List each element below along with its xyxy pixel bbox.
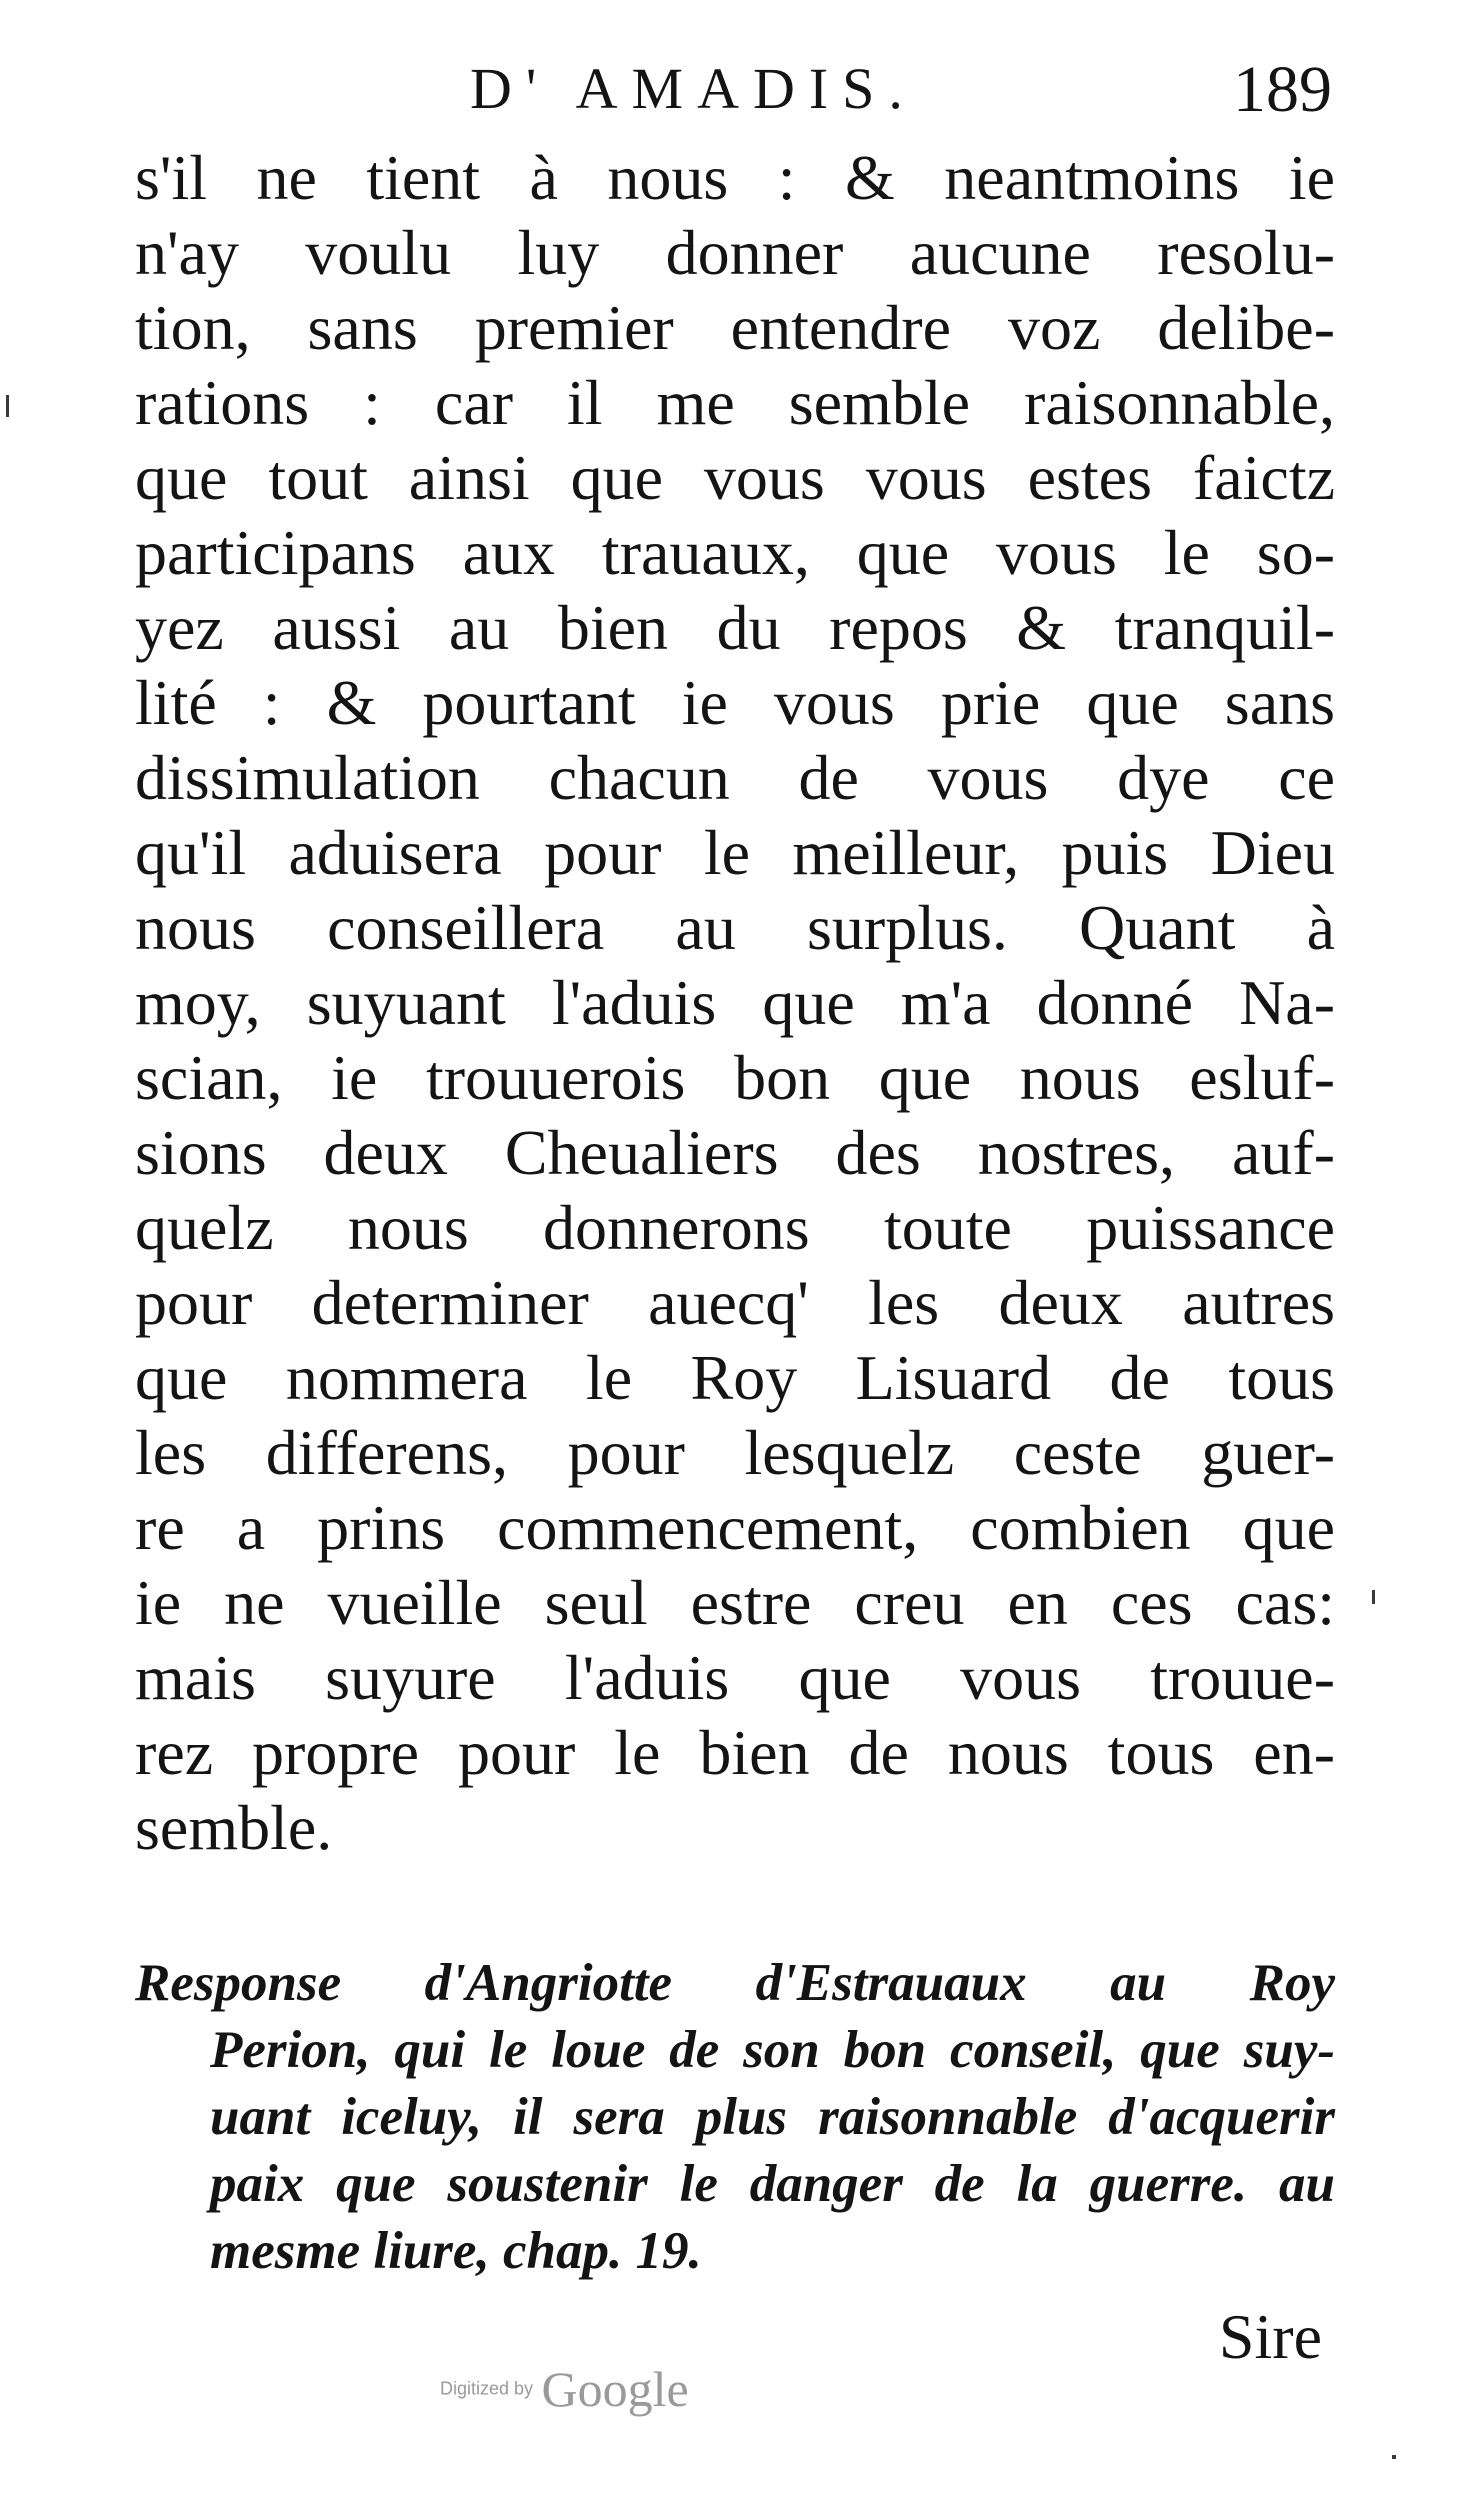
catchword: Sire [1218, 2301, 1322, 2372]
text-line: rations : car il me semble raisonnable, [135, 367, 1335, 438]
text-line: dissimulation chacun de vous dye ce [135, 742, 1335, 813]
rubric-line: Response d'Angriotte d'Estrauaux au Roy [135, 1954, 1335, 2012]
watermark-brand: Google [541, 2361, 689, 2417]
text-line: pour determiner auecq' les deux autres [135, 1267, 1335, 1338]
body-text [135, 140, 1335, 1865]
text-line: tion, sans premier entendre voz delibe- [135, 292, 1335, 363]
text-line: quelz nous donnerons toute puissance [135, 1192, 1335, 1263]
margin-speck [6, 395, 9, 417]
watermark-prefix: Digitized by [440, 2378, 534, 2399]
text-line: n'ay voulu luy donner aucune resolu- [135, 217, 1335, 288]
margin-speck [1392, 2455, 1396, 2459]
text-line: rez propre pour le bien de nous tous en- [135, 1717, 1335, 1788]
digitization-watermark [440, 2360, 689, 2418]
rubric-line: uant iceluy, il sera plus raisonnable d'acquerir [210, 2088, 1335, 2146]
page-number: 189 [1233, 53, 1332, 126]
text-line: semble. [135, 1792, 333, 1863]
text-line: nous conseillera au surplus. Quant à [135, 892, 1335, 963]
text-line: re a prins commencement, combien que [135, 1492, 1335, 1563]
text-line: que nommera le Roy Lisuard de tous [135, 1342, 1335, 1413]
margin-speck [1372, 1590, 1375, 1604]
text-line: lité : & pourtant ie vous prie que sans [135, 667, 1335, 738]
text-line: les differens, pour lesquelz ceste guer- [135, 1417, 1335, 1488]
rubric-line: Perion, qui le loue de son bon conseil, que suy- [210, 2021, 1335, 2079]
text-line: que tout ainsi que vous vous estes faictz [135, 442, 1335, 513]
text-line: s'il ne tient à nous : & neantmoins ie [135, 142, 1335, 213]
text-line: moy, suyuant l'aduis que m'a donné Na- [135, 967, 1335, 1038]
rubric-line: paix que soustenir le danger de la guerre. au [210, 2155, 1335, 2213]
text-line: yez aussi au bien du repos & tranquil- [135, 592, 1335, 663]
text-line: ie ne vueille seul estre creu en ces cas: [135, 1567, 1335, 1638]
rubric-line: mesme liure, chap. 19. [210, 2222, 702, 2280]
text-line: sions deux Cheualiers des nostres, auf- [135, 1117, 1335, 1188]
text-line: qu'il aduisera pour le meilleur, puis Dieu [135, 817, 1335, 888]
text-line: scian, ie trouuerois bon que nous esluf- [135, 1042, 1335, 1113]
running-title: D' AMADIS. [470, 56, 917, 121]
text-line: participans aux trauaux, que vous le so- [135, 517, 1335, 588]
text-line: mais suyure l'aduis que vous trouue- [135, 1642, 1335, 1713]
chapter-rubric [135, 1950, 1335, 2285]
